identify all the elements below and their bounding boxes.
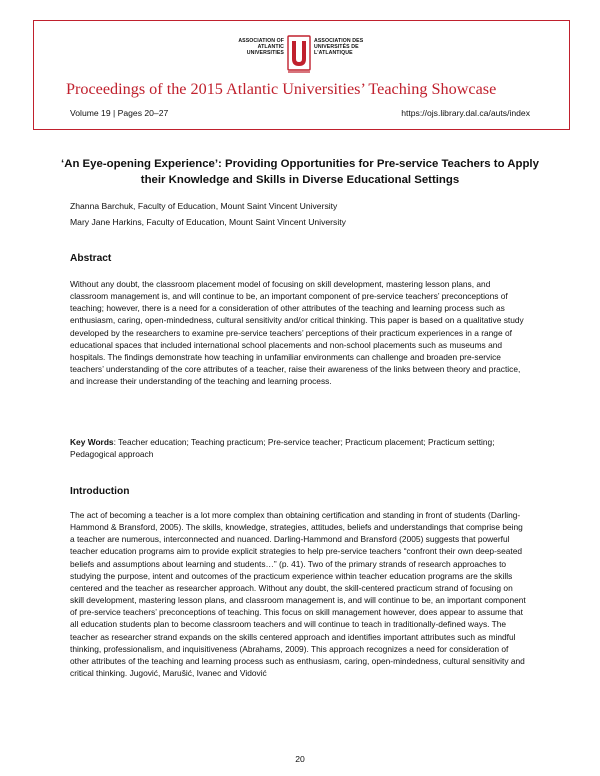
logo-line: UNIVERSITIES bbox=[246, 50, 284, 57]
logo-line: ATLANTIC bbox=[257, 44, 284, 51]
author-2: Mary Jane Harkins, Faculty of Education, Mount Saint Vincent University bbox=[70, 217, 346, 227]
paper-title: ‘An Eye-opening Experience’: Providing Opportunities for Pre-service Teachers to Apply their Knowledge and Skills in Diverse Educational Settings bbox=[61, 158, 539, 186]
logo-text-french bbox=[314, 38, 376, 57]
volume-pages: Volume 19 | Pages 20–27 bbox=[70, 108, 169, 118]
page-number: 20 bbox=[295, 754, 305, 764]
proceedings-title: Proceedings of the 2015 Atlantic Universities’ Teaching Showcase bbox=[66, 80, 497, 98]
logo-line: UNIVERSITÉS DE bbox=[314, 44, 359, 51]
logo-emblem-icon bbox=[287, 35, 311, 75]
keywords-label: Key Words bbox=[70, 437, 114, 447]
keywords bbox=[70, 436, 528, 460]
keywords-text: : Teacher education; Teaching practicum; Pre-service teacher; Practicum placement; Practicum setting; Pedagogical approach bbox=[70, 437, 495, 460]
author-1: Zhanna Barchuk, Faculty of Education, Mount Saint Vincent University bbox=[70, 201, 338, 211]
abstract-text: Without any doubt, the classroom placement model of focusing on skill development, mastering lesson plans, and classroom management is, and will continue to be, an important component of pre-service teachers’ preconceptions of teaching; however, there is a need for a consideration of other attributes of the teaching and learning process such as enthusiasm, caring, open-mindedness, cultural sensitivity and/or critical thinking. This paper is based on a qualitative study developed by the researchers to examine pre-service teachers’ perceptions of their practicum experiences in a range of educational spaces that included international school placements and non-school placements such as museums and hospitals. The findings demonstrate how teaching in unfamiliar environments can challenge and broaden pre-service teachers’ understanding of the core attributes of a teacher, raise their awareness of the links between theory and practice, and increase their understanding of the teaching and learning process. bbox=[70, 279, 524, 387]
logo-line: ASSOCIATION DES bbox=[314, 38, 364, 44]
logo-line: ASSOCIATION OF bbox=[238, 38, 284, 44]
logo-line: L'ATLANTIQUE bbox=[314, 50, 353, 57]
abstract-heading: Abstract bbox=[70, 253, 112, 264]
logo-text-english bbox=[224, 38, 284, 57]
introduction-text: The act of becoming a teacher is a lot more complex than obtaining certification and standing in front of students (Darling-Hammond & Bransford, 2005). The skills, knowledge, strategies, attitudes, beliefs and understandings that comprise being a teacher are numerous, interconnected and nuanced. Darling-Hammond and Bransford (2005) suggests that powerful teacher education programs aim to provide explicit strategies to help pre-service teachers “confront their own deep-seated beliefs and assumptions about learning and students…” (p. 41). Two of the primary strands of research approaches to studying the purpose, intent and outcomes of the practicum experience within teacher education programs are the skills centered and the teacher as researcher approach. Without any doubt, the skill-centered practicum strand of focusing on skill development, mastering lesson plans, and classroom management is, and will continue to be, an important component of pre-service teachers’ preconceptions of teaching. This focus on skill management however, does appear to assume that all education students plan to become classroom teachers and will continue to teach in traditionally-defined ways. The teacher as researcher strand expands on the skills centered approach and identifies important attributes such as mindful thinking, professionalism, and inquisitiveness (Abrahams, 2009). This approach recognizes a need for consideration of other attributes of the teaching and learning process such as enthusiasm, caring, open-mindedness, cultural sensitivity and critical thinking. Jugović, Marušić, Ivanec and Vidović bbox=[70, 510, 526, 679]
university-association-logo bbox=[224, 35, 374, 75]
journal-url-link[interactable]: https://ojs.library.dal.ca/auts/index bbox=[401, 108, 530, 118]
volume-line bbox=[70, 108, 530, 122]
introduction-heading: Introduction bbox=[70, 486, 130, 497]
